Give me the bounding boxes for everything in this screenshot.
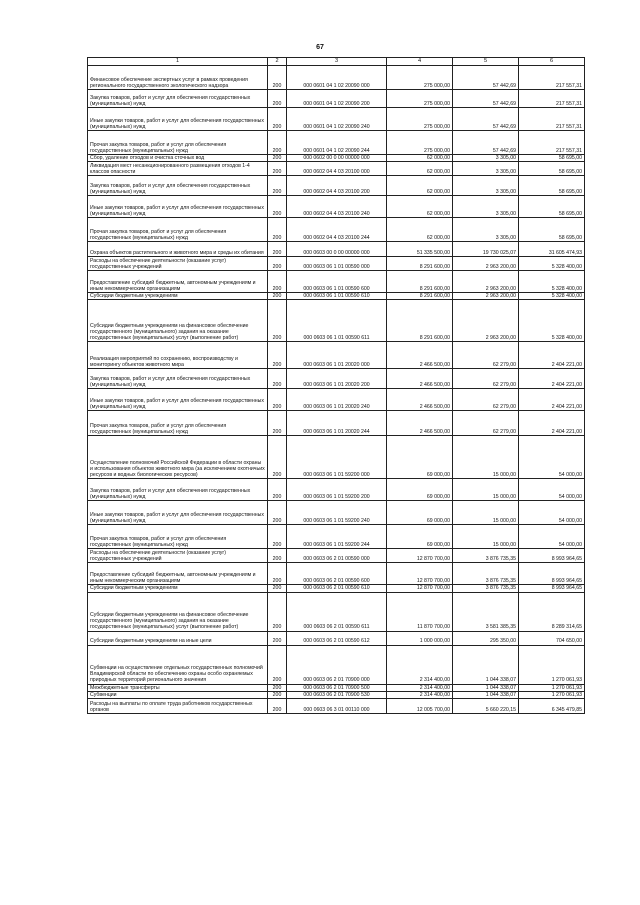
row-approved-amount-cell: 69 000,00 xyxy=(387,525,453,549)
budget-table xyxy=(87,57,585,714)
row-executed-amount-cell: 15 000,00 xyxy=(453,525,519,549)
table-row xyxy=(88,645,585,684)
row-approved-amount-cell: 275 000,00 xyxy=(387,131,453,155)
row-classification-code-cell: 000 0602 04 4 03 20100 240 xyxy=(287,196,387,218)
row-approved-amount-cell: 8 291 600,00 xyxy=(387,257,453,271)
row-code-cell: 200 xyxy=(268,525,287,549)
row-name-cell: Прочая закупка товаров, работ и услуг для обеспечения государственных (муниципальных) нужд xyxy=(88,218,268,242)
table-row xyxy=(88,271,585,293)
column-header: 5 xyxy=(453,58,519,66)
row-classification-code-cell: 000 0603 06 1 01 00590 610 xyxy=(287,293,387,300)
row-unexecuted-amount-cell: 58 695,00 xyxy=(519,196,585,218)
row-classification-code-cell: 000 0602 04 4 03 20100 244 xyxy=(287,218,387,242)
row-classification-code-cell: 000 0602 04 4 03 20100 000 xyxy=(287,162,387,176)
row-executed-amount-cell: 2 963 200,00 xyxy=(453,271,519,293)
row-executed-amount-cell: 62 279,00 xyxy=(453,389,519,411)
row-code-cell: 200 xyxy=(268,300,287,342)
row-name-cell: Прочая закупка товаров, работ и услуг для обеспечения государственных (муниципальных) нужд xyxy=(88,131,268,155)
row-approved-amount-cell: 12 870 700,00 xyxy=(387,563,453,585)
table-row xyxy=(88,585,585,592)
row-name-cell: Закупка товаров, работ и услуг для обеспечения государственных (муниципальных) нужд xyxy=(88,90,268,108)
table-row xyxy=(88,479,585,501)
row-name-cell: Субвенции на осуществление отдельных государственных полномочий Владимирской области по обеспечению охраны особо охраняемых природных территорий регионального значения xyxy=(88,645,268,684)
row-approved-amount-cell: 62 000,00 xyxy=(387,176,453,196)
row-unexecuted-amount-cell: 5 328 400,00 xyxy=(519,271,585,293)
row-approved-amount-cell: 69 000,00 xyxy=(387,479,453,501)
row-approved-amount-cell: 2 466 500,00 xyxy=(387,389,453,411)
row-code-cell: 200 xyxy=(268,389,287,411)
row-classification-code-cell: 000 0603 06 2 01 70900 530 xyxy=(287,691,387,698)
row-executed-amount-cell: 62 279,00 xyxy=(453,411,519,436)
row-classification-code-cell: 000 0603 06 1 01 20020 244 xyxy=(287,411,387,436)
row-code-cell: 200 xyxy=(268,645,287,684)
table-row xyxy=(88,436,585,479)
row-unexecuted-amount-cell: 704 650,00 xyxy=(519,631,585,645)
table-row xyxy=(88,342,585,369)
row-name-cell: Предоставление субсидий бюджетным, автономным учреждениям и иным некоммерческим организациям xyxy=(88,563,268,585)
row-unexecuted-amount-cell: 217 557,31 xyxy=(519,108,585,131)
row-name-cell: Расходы на обеспечение деятельности (оказание услуг) государственных учреждений xyxy=(88,257,268,271)
row-name-cell: Иные закупки товаров, работ и услуг для обеспечения государственных (муниципальных) нужд xyxy=(88,196,268,218)
table-row xyxy=(88,90,585,108)
row-unexecuted-amount-cell: 6 345 479,85 xyxy=(519,699,585,714)
row-classification-code-cell: 000 0603 06 2 01 00590 610 xyxy=(287,585,387,592)
row-code-cell: 200 xyxy=(268,293,287,300)
table-row xyxy=(88,699,585,714)
row-code-cell: 200 xyxy=(268,549,287,563)
row-classification-code-cell: 000 0603 06 2 01 70900 000 xyxy=(287,645,387,684)
row-name-cell: Охрана объектов растительного и животного мира и среды их обитания xyxy=(88,242,268,257)
row-unexecuted-amount-cell: 54 000,00 xyxy=(519,501,585,525)
row-unexecuted-amount-cell: 58 695,00 xyxy=(519,162,585,176)
row-name-cell: Финансовое обеспечение экспертных услуг в рамках проведения регионального государственного экологического надзора xyxy=(88,66,268,90)
row-unexecuted-amount-cell: 58 695,00 xyxy=(519,155,585,162)
row-name-cell: Сбор, удаление отходов и очистка сточных вод xyxy=(88,155,268,162)
table-row xyxy=(88,196,585,218)
row-unexecuted-amount-cell: 8 289 314,65 xyxy=(519,592,585,631)
row-name-cell: Закупка товаров, работ и услуг для обеспечения государственных (муниципальных) нужд xyxy=(88,369,268,389)
row-code-cell: 200 xyxy=(268,242,287,257)
row-approved-amount-cell: 51 335 500,00 xyxy=(387,242,453,257)
row-approved-amount-cell: 2 314 400,00 xyxy=(387,684,453,691)
row-unexecuted-amount-cell: 1 270 061,93 xyxy=(519,691,585,698)
table-row xyxy=(88,501,585,525)
row-executed-amount-cell: 3 305,00 xyxy=(453,162,519,176)
row-name-cell: Субсидии бюджетным учреждениям на финансовое обеспечение государственного (муниципального) задания на оказание государственных (муниципальных) услуг (выполнение работ) xyxy=(88,300,268,342)
row-executed-amount-cell: 57 442,69 xyxy=(453,90,519,108)
row-unexecuted-amount-cell: 8 993 964,65 xyxy=(519,585,585,592)
row-name-cell: Субвенции xyxy=(88,691,268,698)
table-row xyxy=(88,162,585,176)
row-executed-amount-cell: 3 305,00 xyxy=(453,155,519,162)
row-code-cell: 200 xyxy=(268,479,287,501)
row-code-cell: 200 xyxy=(268,257,287,271)
row-code-cell: 200 xyxy=(268,131,287,155)
row-approved-amount-cell: 2 466 500,00 xyxy=(387,411,453,436)
row-approved-amount-cell: 2 466 500,00 xyxy=(387,369,453,389)
table-row xyxy=(88,257,585,271)
row-unexecuted-amount-cell: 54 000,00 xyxy=(519,479,585,501)
column-header: 3 xyxy=(287,58,387,66)
row-classification-code-cell: 000 0601 04 1 02 20090 000 xyxy=(287,66,387,90)
table-row xyxy=(88,684,585,691)
table-row xyxy=(88,389,585,411)
table-row xyxy=(88,525,585,549)
row-classification-code-cell: 000 0603 06 2 01 00590 600 xyxy=(287,563,387,585)
row-executed-amount-cell: 19 730 025,07 xyxy=(453,242,519,257)
row-code-cell: 200 xyxy=(268,631,287,645)
column-header: 4 xyxy=(387,58,453,66)
row-name-cell: Расходы на обеспечение деятельности (оказание услуг) государственных учреждений xyxy=(88,549,268,563)
column-header: 1 xyxy=(88,58,268,66)
row-approved-amount-cell: 12 005 700,00 xyxy=(387,699,453,714)
row-executed-amount-cell: 57 442,69 xyxy=(453,66,519,90)
row-approved-amount-cell: 8 291 600,00 xyxy=(387,271,453,293)
table-row xyxy=(88,176,585,196)
row-name-cell: Субсидии бюджетным учреждениям на финансовое обеспечение государственного (муниципального) задания на оказание государственных (муниципальных) услуг (выполнение работ) xyxy=(88,592,268,631)
row-classification-code-cell: 000 0602 04 4 03 20100 200 xyxy=(287,176,387,196)
row-unexecuted-amount-cell: 58 695,00 xyxy=(519,176,585,196)
column-header: 6 xyxy=(519,58,585,66)
row-unexecuted-amount-cell: 1 270 061,93 xyxy=(519,684,585,691)
row-unexecuted-amount-cell: 58 695,00 xyxy=(519,218,585,242)
row-executed-amount-cell: 2 963 200,00 xyxy=(453,293,519,300)
row-code-cell: 200 xyxy=(268,90,287,108)
row-code-cell: 200 xyxy=(268,162,287,176)
row-unexecuted-amount-cell: 217 557,31 xyxy=(519,131,585,155)
row-code-cell: 200 xyxy=(268,411,287,436)
page-number: 67 xyxy=(316,44,324,51)
row-classification-code-cell: 000 0603 06 2 01 00590 612 xyxy=(287,631,387,645)
row-unexecuted-amount-cell: 5 328 400,00 xyxy=(519,300,585,342)
row-classification-code-cell: 000 0601 04 1 02 20090 200 xyxy=(287,90,387,108)
row-approved-amount-cell: 62 000,00 xyxy=(387,162,453,176)
table-row xyxy=(88,369,585,389)
row-executed-amount-cell: 3 876 735,35 xyxy=(453,563,519,585)
row-name-cell: Межбюджетные трансферты xyxy=(88,684,268,691)
row-approved-amount-cell: 8 291 600,00 xyxy=(387,293,453,300)
row-code-cell: 200 xyxy=(268,66,287,90)
row-unexecuted-amount-cell: 217 557,31 xyxy=(519,66,585,90)
row-classification-code-cell: 000 0603 00 0 00 00000 000 xyxy=(287,242,387,257)
row-classification-code-cell: 000 0603 06 1 01 59200 240 xyxy=(287,501,387,525)
row-unexecuted-amount-cell: 8 993 964,65 xyxy=(519,563,585,585)
table-row xyxy=(88,66,585,90)
row-executed-amount-cell: 3 876 735,35 xyxy=(453,585,519,592)
row-executed-amount-cell: 3 305,00 xyxy=(453,218,519,242)
row-name-cell: Субсидии бюджетным учреждениям xyxy=(88,585,268,592)
row-approved-amount-cell: 275 000,00 xyxy=(387,108,453,131)
table-row xyxy=(88,563,585,585)
row-code-cell: 200 xyxy=(268,684,287,691)
row-code-cell: 200 xyxy=(268,592,287,631)
row-classification-code-cell: 000 0601 04 1 02 20090 240 xyxy=(287,108,387,131)
row-approved-amount-cell: 62 000,00 xyxy=(387,155,453,162)
row-approved-amount-cell: 2 314 400,00 xyxy=(387,645,453,684)
row-code-cell: 200 xyxy=(268,271,287,293)
row-executed-amount-cell: 2 963 200,00 xyxy=(453,300,519,342)
row-unexecuted-amount-cell: 2 404 221,00 xyxy=(519,369,585,389)
row-approved-amount-cell: 62 000,00 xyxy=(387,196,453,218)
row-unexecuted-amount-cell: 5 328 400,00 xyxy=(519,293,585,300)
row-name-cell: Осуществление полномочий Российской Федерации в области охраны и использования объектов животного мира (за исключением охотничьих ресурсов и водных биологических ресурсов) xyxy=(88,436,268,479)
row-classification-code-cell: 000 0603 06 1 01 59200 000 xyxy=(287,436,387,479)
row-name-cell: Прочая закупка товаров, работ и услуг для обеспечения государственных (муниципальных) нужд xyxy=(88,525,268,549)
table-row xyxy=(88,155,585,162)
row-code-cell: 200 xyxy=(268,176,287,196)
row-approved-amount-cell: 12 870 700,00 xyxy=(387,549,453,563)
row-code-cell: 200 xyxy=(268,342,287,369)
row-executed-amount-cell: 295 350,00 xyxy=(453,631,519,645)
row-approved-amount-cell: 12 870 700,00 xyxy=(387,585,453,592)
row-code-cell: 200 xyxy=(268,369,287,389)
row-executed-amount-cell: 2 963 200,00 xyxy=(453,257,519,271)
row-classification-code-cell: 000 0603 06 2 01 00590 611 xyxy=(287,592,387,631)
row-code-cell: 200 xyxy=(268,155,287,162)
row-approved-amount-cell: 275 000,00 xyxy=(387,66,453,90)
row-approved-amount-cell: 8 291 600,00 xyxy=(387,300,453,342)
row-classification-code-cell: 000 0603 06 3 01 00110 000 xyxy=(287,699,387,714)
row-classification-code-cell: 000 0603 06 1 01 59200 200 xyxy=(287,479,387,501)
table-row xyxy=(88,242,585,257)
row-unexecuted-amount-cell: 31 605 474,93 xyxy=(519,242,585,257)
row-executed-amount-cell: 1 044 338,07 xyxy=(453,645,519,684)
row-approved-amount-cell: 11 870 700,00 xyxy=(387,592,453,631)
row-approved-amount-cell: 275 000,00 xyxy=(387,90,453,108)
row-approved-amount-cell: 1 000 000,00 xyxy=(387,631,453,645)
row-executed-amount-cell: 3 876 735,35 xyxy=(453,549,519,563)
row-name-cell: Реализация мероприятий по сохранению, воспроизводству и мониторингу объектов животного мира xyxy=(88,342,268,369)
row-executed-amount-cell: 3 305,00 xyxy=(453,196,519,218)
row-code-cell: 200 xyxy=(268,501,287,525)
row-name-cell: Субсидии бюджетным учреждениям xyxy=(88,293,268,300)
row-unexecuted-amount-cell: 5 328 400,00 xyxy=(519,257,585,271)
row-name-cell: Расходы на выплаты по оплате труда работников государственных органов xyxy=(88,699,268,714)
row-classification-code-cell: 000 0603 06 1 01 00590 000 xyxy=(287,257,387,271)
row-classification-code-cell: 000 0603 06 1 01 20020 240 xyxy=(287,389,387,411)
row-name-cell: Ликвидация мест несанкционированного размещения отходов 1-4 классов опасности xyxy=(88,162,268,176)
row-code-cell: 200 xyxy=(268,108,287,131)
row-classification-code-cell: 000 0603 06 1 01 00590 611 xyxy=(287,300,387,342)
row-code-cell: 200 xyxy=(268,585,287,592)
row-name-cell: Иные закупки товаров, работ и услуг для обеспечения государственных (муниципальных) нужд xyxy=(88,501,268,525)
row-unexecuted-amount-cell: 2 404 221,00 xyxy=(519,389,585,411)
row-unexecuted-amount-cell: 1 270 061,93 xyxy=(519,645,585,684)
row-executed-amount-cell: 57 442,69 xyxy=(453,108,519,131)
row-name-cell: Иные закупки товаров, работ и услуг для обеспечения государственных (муниципальных) нужд xyxy=(88,389,268,411)
row-name-cell: Субсидии бюджетным учреждениям на иные цели xyxy=(88,631,268,645)
row-approved-amount-cell: 69 000,00 xyxy=(387,436,453,479)
row-unexecuted-amount-cell: 54 000,00 xyxy=(519,436,585,479)
table-row xyxy=(88,300,585,342)
row-classification-code-cell: 000 0601 04 1 02 20090 244 xyxy=(287,131,387,155)
row-executed-amount-cell: 15 000,00 xyxy=(453,479,519,501)
table-row xyxy=(88,592,585,631)
row-code-cell: 200 xyxy=(268,699,287,714)
row-approved-amount-cell: 2 466 500,00 xyxy=(387,342,453,369)
row-classification-code-cell: 000 0603 06 1 01 59200 244 xyxy=(287,525,387,549)
row-name-cell: Закупка товаров, работ и услуг для обеспечения государственных (муниципальных) нужд xyxy=(88,176,268,196)
row-code-cell: 200 xyxy=(268,563,287,585)
row-code-cell: 200 xyxy=(268,691,287,698)
row-code-cell: 200 xyxy=(268,436,287,479)
column-header: 2 xyxy=(268,58,287,66)
row-classification-code-cell: 000 0603 06 2 01 00590 000 xyxy=(287,549,387,563)
row-executed-amount-cell: 3 305,00 xyxy=(453,176,519,196)
table-row xyxy=(88,108,585,131)
row-unexecuted-amount-cell: 217 557,31 xyxy=(519,90,585,108)
row-classification-code-cell: 000 0603 06 1 01 20020 000 xyxy=(287,342,387,369)
row-approved-amount-cell: 69 000,00 xyxy=(387,501,453,525)
table-row xyxy=(88,631,585,645)
row-executed-amount-cell: 1 044 338,07 xyxy=(453,684,519,691)
table-row xyxy=(88,411,585,436)
row-unexecuted-amount-cell: 8 993 964,65 xyxy=(519,549,585,563)
row-executed-amount-cell: 3 581 385,35 xyxy=(453,592,519,631)
row-code-cell: 200 xyxy=(268,218,287,242)
row-unexecuted-amount-cell: 2 404 221,00 xyxy=(519,411,585,436)
row-name-cell: Иные закупки товаров, работ и услуг для обеспечения государственных (муниципальных) нужд xyxy=(88,108,268,131)
table-row xyxy=(88,691,585,698)
row-unexecuted-amount-cell: 54 000,00 xyxy=(519,525,585,549)
row-code-cell: 200 xyxy=(268,196,287,218)
row-approved-amount-cell: 62 000,00 xyxy=(387,218,453,242)
row-classification-code-cell: 000 0603 06 2 01 70900 500 xyxy=(287,684,387,691)
row-executed-amount-cell: 15 000,00 xyxy=(453,436,519,479)
table-header-row xyxy=(88,58,585,66)
row-executed-amount-cell: 62 279,00 xyxy=(453,369,519,389)
row-executed-amount-cell: 1 044 338,07 xyxy=(453,691,519,698)
row-classification-code-cell: 000 0603 06 1 01 20020 200 xyxy=(287,369,387,389)
row-unexecuted-amount-cell: 2 404 221,00 xyxy=(519,342,585,369)
row-executed-amount-cell: 15 000,00 xyxy=(453,501,519,525)
table-row xyxy=(88,293,585,300)
row-classification-code-cell: 000 0602 00 0 00 00000 000 xyxy=(287,155,387,162)
row-classification-code-cell: 000 0603 06 1 01 00590 600 xyxy=(287,271,387,293)
row-approved-amount-cell: 2 314 400,00 xyxy=(387,691,453,698)
table-row xyxy=(88,131,585,155)
table-row xyxy=(88,549,585,563)
table-row xyxy=(88,218,585,242)
row-name-cell: Закупка товаров, работ и услуг для обеспечения государственных (муниципальных) нужд xyxy=(88,479,268,501)
row-name-cell: Предоставление субсидий бюджетным, автономным учреждениям и иным некоммерческим организациям xyxy=(88,271,268,293)
row-executed-amount-cell: 5 660 220,15 xyxy=(453,699,519,714)
row-executed-amount-cell: 57 442,69 xyxy=(453,131,519,155)
row-name-cell: Прочая закупка товаров, работ и услуг для обеспечения государственных (муниципальных) нужд xyxy=(88,411,268,436)
row-executed-amount-cell: 62 279,00 xyxy=(453,342,519,369)
